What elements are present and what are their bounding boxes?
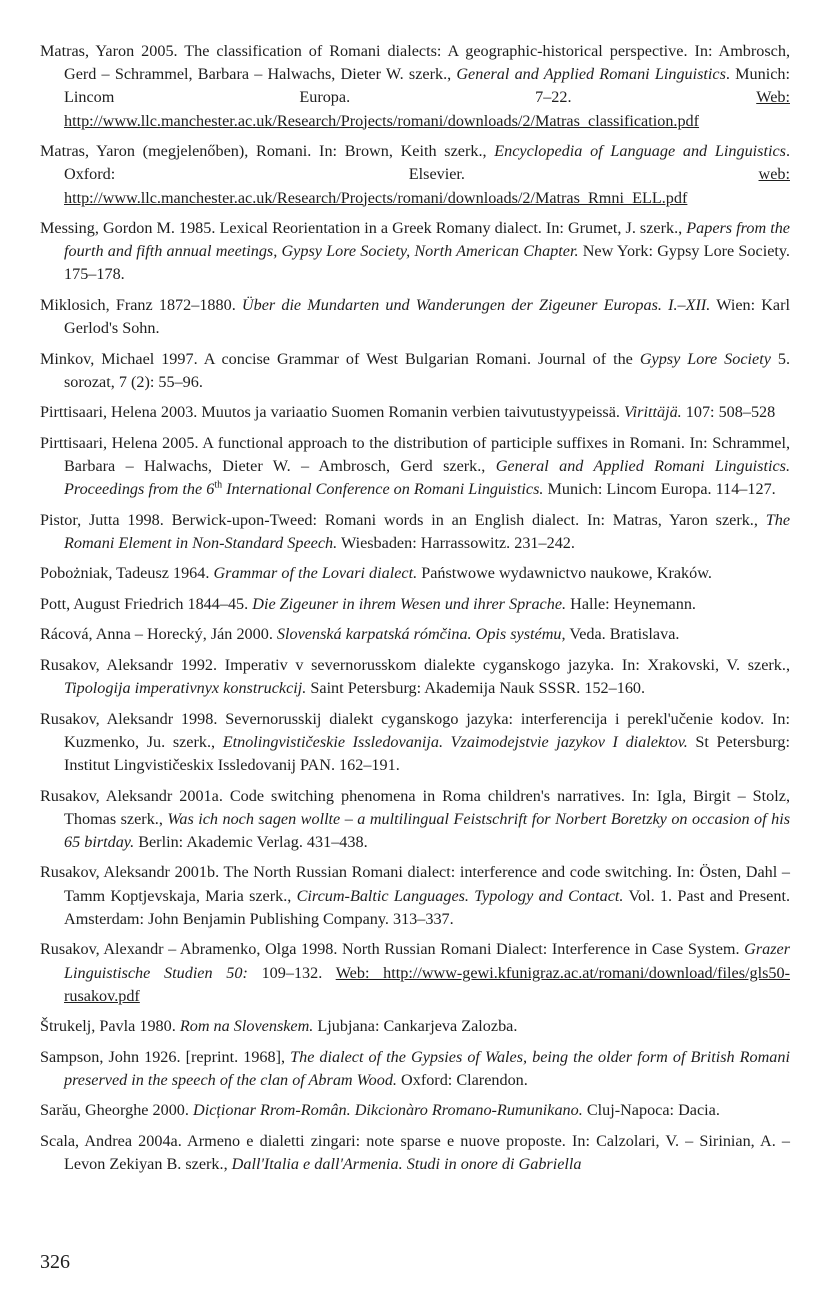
entry-text: 5. sorozat, 7 (2): 55–96.: [64, 349, 791, 391]
entry-text: Pirttisaari, Helena 2005. A functional approach to the distribution of participle suffixes in Romani. In: Schrammel, Barbara – Halwachs, Dieter W. – Ambrosch, Gerd szerk.,: [40, 433, 790, 476]
entry-text: Ljubjana: Cankarjeva Zalozba.: [313, 1017, 518, 1036]
entry-title-italic: Grazer Linguistische Studien 50:: [64, 940, 790, 982]
entry-title-italic: Slovenská karpatská rómčina. Opis systému,: [276, 625, 566, 644]
entry-text: Rusakov, Aleksandr 2001b. The North Russian Romani dialect: interference and code switching. In: Östen, Dahl – Tamm Koptjevskaja, Maria szerk.,: [40, 863, 790, 905]
entry-text: 107: 508–528: [681, 403, 776, 422]
bibliography-entry: [40, 654, 790, 700]
entry-text: Rusakov, Aleksandr 2001a. Code switching phenomena in Roma children's narratives. In: Igla, Birgit – Stolz, Thomas szerk.,: [40, 786, 790, 828]
entry-text: Štrukelj, Pavla 1980.: [40, 1017, 180, 1036]
entry-title-italic: Dicționar Rrom-Român. Dikcionàro Rromano-Rumunikano.: [193, 1101, 583, 1120]
bibliography-entry: [40, 294, 790, 340]
entry-text: Matras, Yaron 2005. The classification of Romani dialects: A geographic-historical perspective. In: Ambrosch, Gerd – Schrammel, Barbara – Halwachs, Dieter W. szerk.,: [40, 42, 790, 84]
entry-text: Halle: Heynemann.: [566, 594, 696, 613]
entry-text: Rusakov, Aleksandr 1998. Severnorusskij dialekt cyganskogo jazyka: interferencija i perekl'učenie kodov. In: Kuzmenko, Ju. szerk.,: [40, 709, 790, 751]
entry-text: St Petersburg: Institut Lingvističeskix Issledovanij PAN. 162–191.: [64, 732, 790, 775]
bibliography-entry: [40, 1130, 790, 1176]
entry-text: Pott, August Friedrich 1844–45.: [40, 594, 253, 613]
entry-text: Scala, Andrea 2004a. Armeno e dialetti zingari: note sparse e nuove proposte. In: Calzolari, V. – Sirinian, A. – Levon Zekiyan B. szerk.,: [40, 1131, 790, 1174]
entry-text: Saint Petersburg: Akademija Nauk SSSR. 152–160.: [306, 679, 646, 698]
bibliography-entry: [40, 938, 790, 1008]
bibliography-entry: [40, 40, 790, 133]
entry-title-italic: Etnolingvističeskie Issledovanija. Vzaimodejstvie jazykov I dialektov.: [222, 732, 688, 751]
entry-title-italic: Was ich noch sagen wollte – a multilingual Feistschrift for Norbert Boretzky on occasion of his 65 birtday.: [64, 809, 790, 851]
entry-title-italic: General and Applied Romani Linguistics: [456, 65, 726, 84]
entry-title-italic: Dall'Italia e dall'Armenia. Studi in onore di Gabriella: [231, 1155, 582, 1174]
entry-text: Wien: Karl Gerlod's Sohn.: [64, 295, 791, 338]
entry-title-italic: Circum-Baltic Languages. Typology and Contact.: [296, 886, 624, 905]
entry-text: Minkov, Michael 1997. A concise Grammar of West Bulgarian Romani. Journal of the: [40, 349, 640, 368]
entry-title-italic: General and Applied Romani Linguistics. Proceedings from the 6: [64, 457, 790, 499]
entry-title-italic: Rom na Slovenskem.: [179, 1017, 314, 1036]
entry-text: Berlin: Akademic Verlag. 431–438.: [134, 832, 368, 851]
bibliography-entry: [40, 432, 790, 502]
entry-text: Miklosich, Franz 1872–1880.: [40, 295, 242, 314]
entry-text: Messing, Gordon M. 1985. Lexical Reorientation in a Greek Romany dialect. In: Grumet, J. szerk.,: [40, 219, 687, 238]
entry-title-italic: Grammar of the Lovari dialect.: [213, 564, 418, 583]
entry-text: Państwowe wydawnictvo naukowe, Kraków.: [417, 564, 712, 583]
bibliography-entry: [40, 593, 790, 616]
entry-title-italic: Gypsy Lore Society: [639, 349, 771, 368]
entry-text: Veda. Bratislava.: [565, 625, 680, 644]
bibliography-entry: [40, 217, 790, 287]
entry-title-italic: The dialect of the Gypsies of Wales, being the older form of British Romani preserved in the speech of the clan of Abram Wood.: [64, 1047, 790, 1089]
entry-title-italic: Papers from the fourth and fifth annual meetings, Gypsy Lore Society, North American Chapter.: [64, 219, 790, 261]
bibliography-entry: [40, 785, 790, 855]
bibliography-entry: [40, 861, 790, 931]
entry-text: Wiesbaden: Harrassowitz. 231–242.: [337, 533, 575, 552]
entry-text: Sampson, John 1926. [reprint. 1968],: [40, 1047, 291, 1066]
entry-title-italic: Über die Mundarten und Wanderungen der Zigeuner Europas. I.–XII.: [241, 295, 711, 314]
entry-text: Matras, Yaron (megjelenőben), Romani. In: Brown, Keith szerk.,: [40, 142, 495, 161]
entry-text: . Oxford: Elsevier.: [64, 142, 790, 184]
entry-text: Pistor, Jutta 1998. Berwick-upon-Tweed: Romani words in an English dialect. In: Matras, Yaron szerk.,: [40, 510, 766, 529]
entry-text: Rusakov, Aleksandr 1992. Imperativ v severnorusskom dialekte cyganskogo jazyka. In: Xrakovski, V. szerk.,: [40, 655, 790, 674]
entry-text: New York: Gypsy Lore Society. 175–178.: [64, 242, 790, 284]
entry-web-link[interactable]: web: http://www.llc.manchester.ac.uk/Research/Projects/romani/downloads/2/Matras_Rmni_ELL.pdf: [64, 165, 790, 207]
bibliography-entry: [40, 1015, 790, 1038]
bibliography-entry: [40, 1046, 790, 1092]
bibliography-entry: [40, 348, 790, 394]
entry-title-italic: Virittäjä.: [624, 403, 682, 422]
entry-text: 109–132.: [247, 963, 336, 982]
entry-text: Rusakov, Alexandr – Abramenko, Olga 1998. North Russian Romani Dialect: Interference in Case System.: [40, 940, 745, 959]
bibliography-entry: [40, 509, 790, 555]
entry-text: Pirttisaari, Helena 2003. Muutos ja variaatio Suomen Romanin verbien taivutustyypeissä.: [40, 403, 624, 422]
entry-title-italic: Die Zigeuner in ihrem Wesen und ihrer Sprache.: [252, 594, 567, 613]
bibliography-entry: [40, 708, 790, 778]
entry-superscript: th: [214, 479, 223, 491]
entry-text: Munich: Lincom Europa. 114–127.: [543, 480, 776, 499]
entry-text: . Munich: Lincom Europa. 7–22.: [64, 65, 791, 107]
entry-title-italic: Encyclopedia of Language and Linguistics: [494, 142, 786, 161]
entry-text: Vol. 1. Past and Present. Amsterdam: John Benjamin Publishing Company. 313–337.: [64, 886, 790, 928]
entry-title-italic: International Conference on Romani Linguistics.: [222, 480, 544, 499]
entry-text: Rácová, Anna – Horecký, Ján 2000.: [40, 625, 277, 644]
entry-text: Pobożniak, Tadeusz 1964.: [40, 564, 214, 583]
bibliography-entry: [40, 401, 790, 424]
entry-text: Oxford: Clarendon.: [396, 1070, 528, 1089]
bibliography-list: [40, 40, 790, 1176]
entry-title-italic: Tipologija imperativnyx konstruckcij.: [64, 679, 307, 698]
bibliography-entry: [40, 562, 790, 585]
bibliography-entry: [40, 140, 790, 210]
entry-web-link[interactable]: Web: http://www.llc.manchester.ac.uk/Research/Projects/romani/downloads/2/Matras_classification.pdf: [64, 88, 790, 130]
entry-text: Cluj-Napoca: Dacia.: [582, 1101, 720, 1120]
entry-title-italic: The Romani Element in Non-Standard Speech.: [64, 510, 790, 552]
bibliography-entry: [40, 623, 790, 646]
entry-text: Sarău, Gheorghe 2000.: [40, 1101, 193, 1120]
bibliography-entry: [40, 1099, 790, 1122]
entry-web-link[interactable]: Web: http://www-gewi.kfunigraz.ac.at/romani/download/files/gls50-rusakov.pdf: [64, 963, 790, 1005]
page-number: 326: [40, 1251, 70, 1273]
